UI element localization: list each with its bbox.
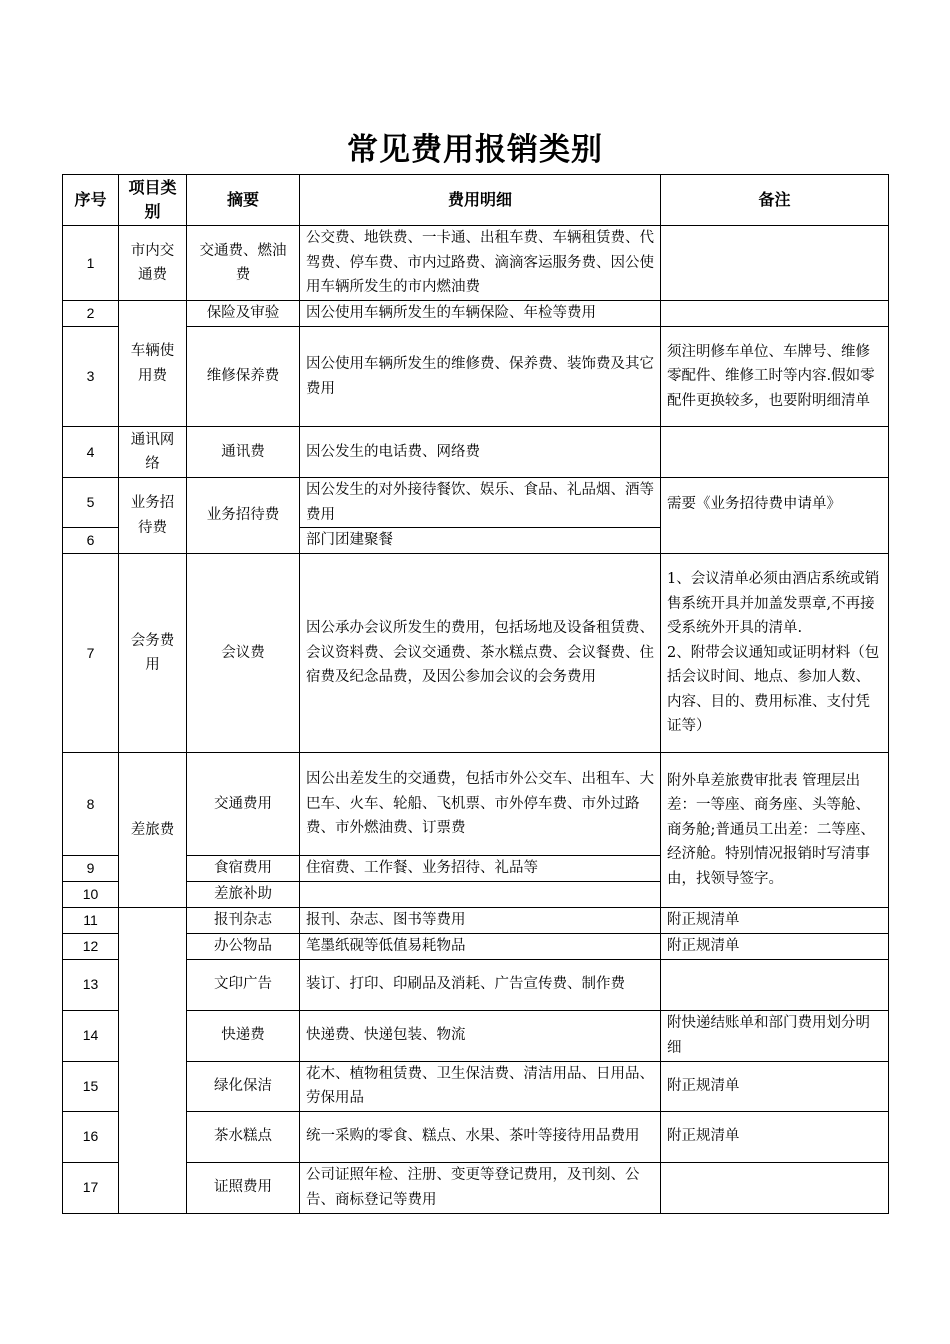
note-cell: 需要《业务招待费申请单》 [661, 478, 889, 554]
seq-cell: 7 [63, 554, 119, 753]
summary-cell: 维修保养费 [187, 327, 300, 427]
table-row [63, 327, 889, 427]
category-cell: 会务费用 [119, 554, 187, 753]
note-cell [661, 427, 889, 478]
category-cell: 业务招待费 [119, 478, 187, 554]
summary-cell: 办公物品 [187, 933, 300, 959]
table-row [63, 908, 889, 934]
table-row [63, 933, 889, 959]
seq-cell: 11 [63, 908, 119, 934]
seq-cell: 5 [63, 478, 119, 528]
seq-cell: 14 [63, 1010, 119, 1061]
header-seq: 序号 [63, 175, 119, 226]
table-row [63, 226, 889, 301]
category-cell: 差旅费 [119, 753, 187, 908]
header-category: 项目类别 [119, 175, 187, 226]
seq-cell: 15 [63, 1061, 119, 1111]
summary-cell: 茶水糕点 [187, 1111, 300, 1162]
summary-cell: 交通费、燃油费 [187, 226, 300, 301]
table-row [63, 301, 889, 327]
seq-cell: 13 [63, 959, 119, 1010]
detail-cell: 报刊、杂志、图书等费用 [300, 908, 661, 934]
summary-cell: 快递费 [187, 1010, 300, 1061]
detail-cell: 因公发生的电话费、网络费 [300, 427, 661, 478]
detail-cell: 公司证照年检、注册、变更等登记费用，及刊刻、公告、商标登记等费用 [300, 1162, 661, 1213]
table-header-row [63, 175, 889, 226]
note-cell [661, 959, 889, 1010]
detail-cell: 花木、植物租赁费、卫生保洁费、清洁用品、日用品、劳保用品 [300, 1061, 661, 1111]
summary-cell: 证照费用 [187, 1162, 300, 1213]
category-cell: 车辆使用费 [119, 301, 187, 427]
detail-cell: 快递费、快递包装、物流 [300, 1010, 661, 1061]
table-row [63, 1162, 889, 1213]
table-row [63, 1061, 889, 1111]
detail-cell [300, 882, 661, 908]
detail-cell: 统一采购的零食、糕点、水果、茶叶等接待用品费用 [300, 1111, 661, 1162]
detail-cell: 因公出差发生的交通费，包括市外公交车、出租车、大巴车、火车、轮船、飞机票、市外停车费、市外过路费、市外燃油费、订票费 [300, 753, 661, 856]
note-cell [661, 226, 889, 301]
seq-cell: 17 [63, 1162, 119, 1213]
detail-cell: 住宿费、工作餐、业务招待、礼品等 [300, 856, 661, 882]
expense-category-table [62, 174, 889, 1214]
detail-cell: 因公使用车辆所发生的维修费、保养费、装饰费及其它费用 [300, 327, 661, 427]
table-row [63, 478, 889, 528]
seq-cell: 9 [63, 856, 119, 882]
summary-cell: 保险及审验 [187, 301, 300, 327]
note-cell: 附快递结账单和部门费用划分明细 [661, 1010, 889, 1061]
detail-cell: 因公使用车辆所发生的车辆保险、年检等费用 [300, 301, 661, 327]
header-summary: 摘要 [187, 175, 300, 226]
table-row [63, 1111, 889, 1162]
seq-cell: 6 [63, 528, 119, 554]
table-row [63, 554, 889, 753]
seq-cell: 3 [63, 327, 119, 427]
category-cell: 通讯网络 [119, 427, 187, 478]
header-detail: 费用明细 [300, 175, 661, 226]
summary-cell: 通讯费 [187, 427, 300, 478]
detail-cell: 部门团建聚餐 [300, 528, 661, 554]
summary-cell: 绿化保洁 [187, 1061, 300, 1111]
detail-cell: 笔墨纸砚等低值易耗物品 [300, 933, 661, 959]
note-cell: 附正规清单 [661, 1061, 889, 1111]
summary-cell: 食宿费用 [187, 856, 300, 882]
summary-cell: 交通费用 [187, 753, 300, 856]
detail-cell: 公交费、地铁费、一卡通、出租车费、车辆租赁费、代驾费、停车费、市内过路费、滴滴客运服务费、因公使用车辆所发生的市内燃油费 [300, 226, 661, 301]
category-cell [119, 908, 187, 1214]
page-title: 常见费用报销类别 [347, 132, 603, 168]
note-cell: 附正规清单 [661, 933, 889, 959]
header-note: 备注 [661, 175, 889, 226]
detail-cell: 装订、打印、印刷品及消耗、广告宣传费、制作费 [300, 959, 661, 1010]
note-cell: 附正规清单 [661, 908, 889, 934]
detail-cell: 因公发生的对外接待餐饮、娱乐、食品、礼品烟、酒等费用 [300, 478, 661, 528]
note-cell: 附正规清单 [661, 1111, 889, 1162]
seq-cell: 2 [63, 301, 119, 327]
seq-cell: 10 [63, 882, 119, 908]
note-cell [661, 1162, 889, 1213]
note-line: 1、会议清单必须由酒店系统或销售系统开具并加盖发票章,不再接受系统外开具的清单. [667, 571, 880, 637]
table-row [63, 959, 889, 1010]
category-cell: 市内交通费 [119, 226, 187, 301]
summary-cell: 业务招待费 [187, 478, 300, 554]
summary-cell: 报刊杂志 [187, 908, 300, 934]
table-row [63, 753, 889, 856]
note-line: 2、附带会议通知或证明材料（包括会议时间、地点、参加人数、内容、目的、费用标准、支付凭证等） [667, 644, 880, 735]
table-row [63, 427, 889, 478]
seq-cell: 1 [63, 226, 119, 301]
summary-cell: 差旅补助 [187, 882, 300, 908]
note-cell [661, 301, 889, 327]
seq-cell: 4 [63, 427, 119, 478]
summary-cell: 文印广告 [187, 959, 300, 1010]
summary-cell: 会议费 [187, 554, 300, 753]
detail-cell: 因公承办会议所发生的费用，包括场地及设备租赁费、会议资料费、会议交通费、茶水糕点费、会议餐费、住宿费及纪念品费，及因公参加会议的会务费用 [300, 554, 661, 753]
seq-cell: 16 [63, 1111, 119, 1162]
note-cell: 附外阜差旅费审批表 管理层出差：一等座、商务座、头等舱、商务舱;普通员工出差：二等座、经济舱。特别情况报销时写清事由，找领导签字。 [661, 753, 889, 908]
seq-cell: 8 [63, 753, 119, 856]
note-cell: 须注明修车单位、车牌号、维修零配件、维修工时等内容.假如零配件更换较多，也要附明细清单 [661, 327, 889, 427]
seq-cell: 12 [63, 933, 119, 959]
note-cell [661, 554, 889, 753]
table-row [63, 1010, 889, 1061]
